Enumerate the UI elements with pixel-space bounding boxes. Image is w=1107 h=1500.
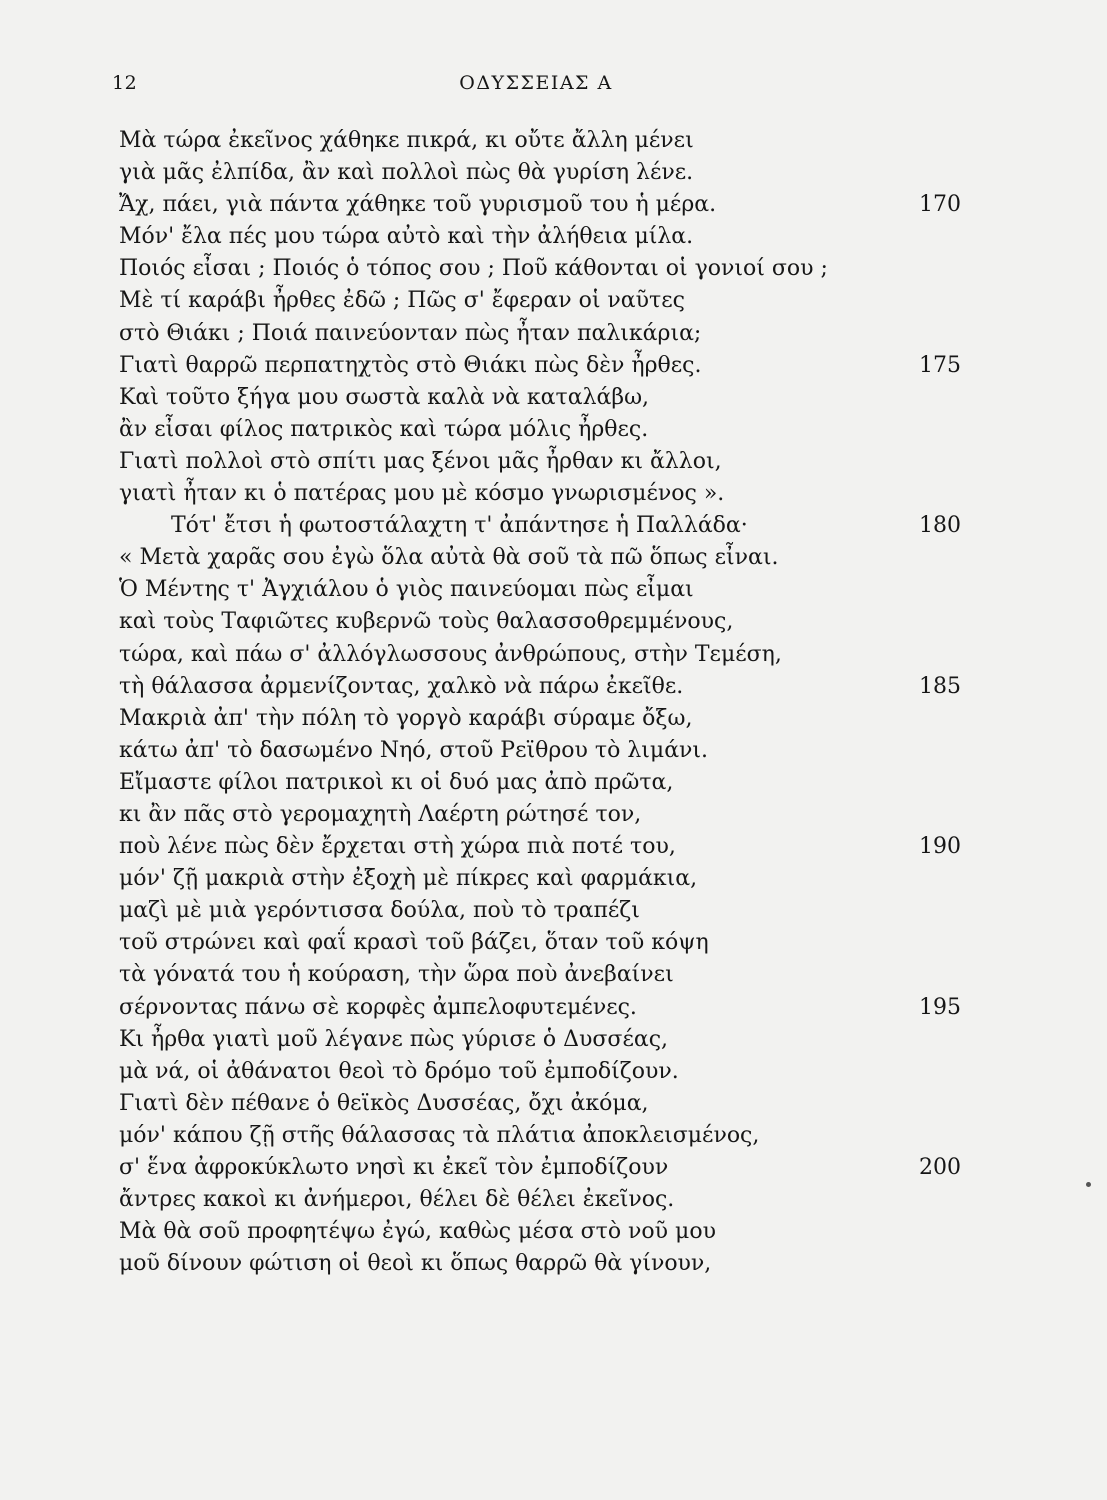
verse-line — [119, 350, 961, 382]
verse-line — [119, 285, 961, 317]
verse-line — [119, 606, 961, 638]
verse-line — [119, 510, 961, 542]
line-number: 170 — [919, 192, 961, 218]
line-number: 180 — [919, 513, 961, 539]
verse-line — [119, 799, 961, 831]
verse-line — [119, 189, 961, 221]
verse-line — [119, 735, 961, 767]
verse-text: « Μετὰ χαρᾶς σου ἐγὼ ὅλα αὐτὰ θὰ σοῦ τὰ πῶ ὅπως εἶναι. — [119, 545, 779, 571]
verse-text: Μακριὰ ἀπ' τὴν πόλη τὸ γοργὸ καράβι σύραμε ὄξω, — [119, 705, 693, 731]
verse-text: Ὁ Μέντης τ' Ἀγχιάλου ὁ γιὸς παινεύομαι πὼς εἶμαι — [119, 577, 694, 603]
verse-text: Εἴμαστε φίλοι πατρικοὶ κι οἱ δυό μας ἀπὸ πρῶτα, — [119, 769, 674, 795]
line-number: 195 — [919, 994, 961, 1020]
verse-line — [119, 1152, 961, 1184]
verse-text: σέρνοντας πάνω σὲ κορφὲς ἀμπελοφυτεμένες. — [119, 994, 637, 1020]
verse-text: Μὰ θὰ σοῦ προφητέψω ἐγώ, καθὼς μέσα στὸ νοῦ μου — [119, 1219, 716, 1245]
verse-text: μόν' ζῇ μακριὰ στὴν ἐξοχὴ μὲ πίκρες καὶ φαρμάκια, — [119, 866, 698, 892]
page-number: 12 — [112, 72, 138, 94]
verse-text: Τότ' ἔτσι ἡ φωτοστάλαχτη τ' ἀπάντησε ἡ Παλλάδα· — [171, 513, 748, 539]
verse-text: ἄντρες κακοὶ κι ἀνήμεροι, θέλει δὲ θέλει ἐκεῖνος. — [119, 1187, 675, 1213]
verse-text: μαζὶ μὲ μιὰ γερόντισσα δούλα, ποὺ τὸ τραπέζι — [119, 898, 640, 924]
verse-text: Κι ἦρθα γιατὶ μοῦ λέγανε πὼς γύρισε ὁ Δυσσέας, — [119, 1026, 669, 1052]
verse-line — [119, 542, 961, 574]
verse-text: Μόν' ἔλα πές μου τώρα αὐτὸ καὶ τὴν ἀλήθεια μίλα. — [119, 224, 694, 250]
verse-text: γιὰ μᾶς ἐλπίδα, ἂν καὶ πολλοὶ πὼς θὰ γυρίση λένε. — [119, 160, 694, 186]
verse-line — [119, 1120, 961, 1152]
verse-line — [119, 1088, 961, 1120]
verse-line — [119, 831, 961, 863]
verse-line — [119, 1024, 961, 1056]
verse-text: σ' ἕνα ἀφροκύκλωτο νησὶ κι ἐκεῖ τὸν ἐμποδίζουν — [119, 1155, 669, 1180]
verse-line — [119, 671, 961, 703]
verse-text: Καὶ τοῦτο ξήγα μου σωστὰ καλὰ νὰ καταλάβω, — [119, 384, 650, 410]
page-header — [112, 72, 960, 102]
verse-text: ποὺ λένε πὼς δὲν ἔρχεται στὴ χώρα πιὰ ποτέ του, — [119, 834, 676, 860]
line-number: 185 — [919, 673, 961, 699]
verse-line — [119, 478, 961, 510]
verse-line — [119, 253, 961, 285]
verse-line — [119, 446, 961, 478]
poem-text — [119, 125, 961, 1280]
verse-line — [119, 414, 961, 446]
verse-text: κι ἂν πᾶς στὸ γερομαχητὴ Λαέρτη ρώτησέ τον, — [119, 801, 642, 827]
verse-line — [119, 895, 961, 927]
verse-text: ἂν εἶσαι φίλος πατρικὸς καὶ τώρα μόλις ἦρθες. — [119, 416, 649, 442]
verse-text: μὰ νά, οἱ ἀθάνατοι θεοὶ τὸ δρόμο τοῦ ἐμποδίζουν. — [119, 1058, 679, 1084]
verse-line — [119, 1184, 961, 1216]
verse-text: Ποιός εἶσαι ; Ποιός ὁ τόπος σου ; Ποῦ κάθονται οἱ γονιοί σου ; — [119, 256, 828, 282]
verse-text: μοῦ δίνουν φώτιση οἱ θεοὶ κι ὅπως θαρρῶ θὰ γίνουν, — [119, 1251, 712, 1277]
verse-text: Γιατὶ πολλοὶ στὸ σπίτι μας ξένοι μᾶς ἦρθαν κι ἄλλοι, — [119, 448, 722, 474]
verse-line — [119, 574, 961, 606]
verse-text: τώρα, καὶ πάω σ' ἀλλόγλωσσους ἀνθρώπους, στὴν Τεμέση, — [119, 641, 782, 667]
running-title: ΟΔΥΣΣΕΙΑΣ Α — [459, 72, 613, 94]
verse-line — [119, 959, 961, 991]
verse-text: στὸ Θιάκι ; Ποιά παινεύονταν πὼς ἦταν παλικάρια; — [119, 320, 702, 346]
verse-text: Γιατὶ θαρρῶ περπατηχτὸς στὸ Θιάκι πὼς δὲν ἦρθες. — [119, 352, 702, 378]
verse-text: Μὰ τώρα ἐκεῖνος χάθηκε πικρά, κι οὔτε ἄλλη μένει — [119, 128, 694, 153]
verse-text: Γιατὶ δὲν πέθανε ὁ θεϊκὸς Δυσσέας, ὄχι ἀκόμα, — [119, 1090, 649, 1116]
verse-text: τὰ γόνατά του ἡ κούραση, τὴν ὥρα ποὺ ἀνεβαίνει — [119, 962, 674, 988]
verse-line — [119, 1056, 961, 1088]
verse-text: τὴ θάλασσα ἀρμενίζοντας, χαλκὸ νὰ πάρω ἐκεῖθε. — [119, 673, 684, 699]
verse-text: μόν' κάπου ζῇ στῆς θάλασσας τὰ πλάτια ἀποκλεισμένος, — [119, 1122, 760, 1148]
scan-speck — [1086, 1182, 1091, 1187]
line-number: 175 — [919, 352, 961, 378]
verse-text: καὶ τοὺς Ταφιῶτες κυβερνῶ τοὺς θαλασσοθρεμμένους, — [119, 609, 734, 635]
verse-line — [119, 927, 961, 959]
verse-line — [119, 125, 961, 157]
verse-line — [119, 157, 961, 189]
verse-text: τοῦ στρώνει καὶ φαΐ κρασὶ τοῦ βάζει, ὅταν τοῦ κόψη — [119, 930, 709, 956]
verse-text: γιατὶ ἦταν κι ὁ πατέρας μου μὲ κόσμο γνωρισμένος ». — [119, 481, 725, 507]
verse-line — [119, 639, 961, 671]
line-number: 200 — [919, 1155, 961, 1180]
verse-text: Ἄχ, πάει, γιὰ πάντα χάθηκε τοῦ γυρισμοῦ του ἡ μέρα. — [119, 192, 717, 218]
verse-line — [119, 767, 961, 799]
verse-line — [119, 863, 961, 895]
verse-line — [119, 992, 961, 1024]
verse-text: κάτω ἀπ' τὸ δασωμένο Νηό, στοῦ Ρεϊθρου τὸ λιμάνι. — [119, 737, 709, 763]
verse-line — [119, 221, 961, 253]
verse-line — [119, 382, 961, 414]
verse-line — [119, 703, 961, 735]
line-number: 190 — [919, 834, 961, 860]
verse-line — [119, 1216, 961, 1248]
verse-line — [119, 1248, 961, 1280]
verse-text: Μὲ τί καράβι ἦρθες ἐδῶ ; Πῶς σ' ἔφεραν οἱ ναῦτες — [119, 288, 685, 314]
verse-line — [119, 318, 961, 350]
